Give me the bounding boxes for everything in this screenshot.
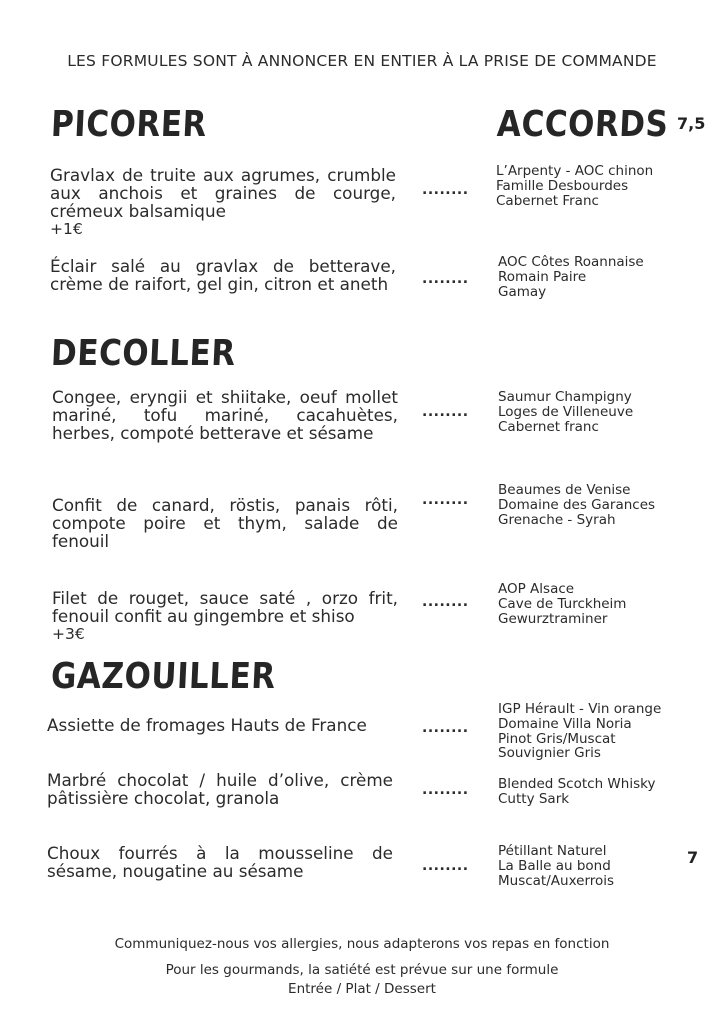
dot-leader: ........ <box>422 858 469 874</box>
dessert-price: 7 <box>687 848 699 867</box>
formule-notice: Entrée / Plat / Dessert <box>288 981 436 997</box>
formula-notice: LES FORMULES SONT À ANNONCER EN ENTIER À LA PRISE DE COMMANDE <box>67 52 657 70</box>
wine-pairing: Saumur Champigny Loges de Villeneuve Cabernet franc <box>498 389 634 435</box>
dish-congee: Congee, eryngii et shiitake, oeuf mollet mariné, tofu mariné, cacahuètes, herbes, compoté betterave et sésame <box>52 387 398 443</box>
dish-marbre-chocolat: Marbré chocolat / huile d’olive, crème pâtissière chocolat, granola <box>47 770 393 808</box>
dot-leader: ........ <box>422 182 469 198</box>
section-title-decoller: DECOLLER <box>50 333 237 375</box>
wine-pairing: Beaumes de Venise Domaine des Garances Grenache - Syrah <box>498 482 656 528</box>
dot-leader: ........ <box>422 404 469 420</box>
wine-pairing: IGP Hérault - Vin orange Domaine Villa Noria Pinot Gris/Muscat Souvignier Gris <box>498 701 662 762</box>
dish-assiette-fromages: Assiette de fromages Hauts de France <box>47 715 367 735</box>
dot-leader: ........ <box>422 594 469 610</box>
wine-pairing: L’Arpenty - AOC chinon Famille Desbourdes Cabernet Franc <box>496 163 654 209</box>
supplement-label: +3€ <box>52 625 85 643</box>
section-title-gazouiller: GAZOUILLER <box>50 656 277 698</box>
section-title-picorer: PICORER <box>50 104 208 146</box>
dish-gravlax-truite: Gravlax de truite aux agrumes, crumble aux anchois et graines de courge, crémeux balsamique +1€ <box>50 165 396 238</box>
dot-leader: ........ <box>422 720 469 736</box>
supplement-label: +1€ <box>50 220 83 238</box>
wine-pairing: Blended Scotch Whisky Cutty Sark <box>498 776 656 807</box>
dot-leader: ........ <box>422 271 469 287</box>
accords-price: 7,5 <box>677 114 706 133</box>
dish-confit-canard: Confit de canard, röstis, panais rôti, compote poire et thym, salade de fenouil <box>52 495 398 551</box>
dot-leader: ........ <box>422 492 469 508</box>
wine-pairing: AOC Côtes Roannaise Romain Paire Gamay <box>498 254 644 300</box>
dish-choux-fourres: Choux fourrés à la mousseline de sésame, nougatine au sésame <box>47 843 393 881</box>
gourmand-notice: Pour les gourmands, la satiété est prévue sur une formule <box>165 962 559 978</box>
allergy-notice: Communiquez-nous vos allergies, nous adapterons vos repas en fonction <box>114 936 610 952</box>
dish-filet-rouget: Filet de rouget, sauce saté , orzo frit, fenouil confit au gingembre et shiso +3€ <box>52 588 398 643</box>
wine-pairing: Pétillant Naturel La Balle au bond Muscat/Auxerrois <box>498 843 615 889</box>
accords-title: ACCORDS <box>496 104 670 146</box>
wine-pairing: AOP Alsace Cave de Turckheim Gewurztraminer <box>498 581 627 627</box>
dish-eclair-sale: Éclair salé au gravlax de betterave, crème de raifort, gel gin, citron et aneth <box>50 256 396 294</box>
dot-leader: ........ <box>422 782 469 798</box>
